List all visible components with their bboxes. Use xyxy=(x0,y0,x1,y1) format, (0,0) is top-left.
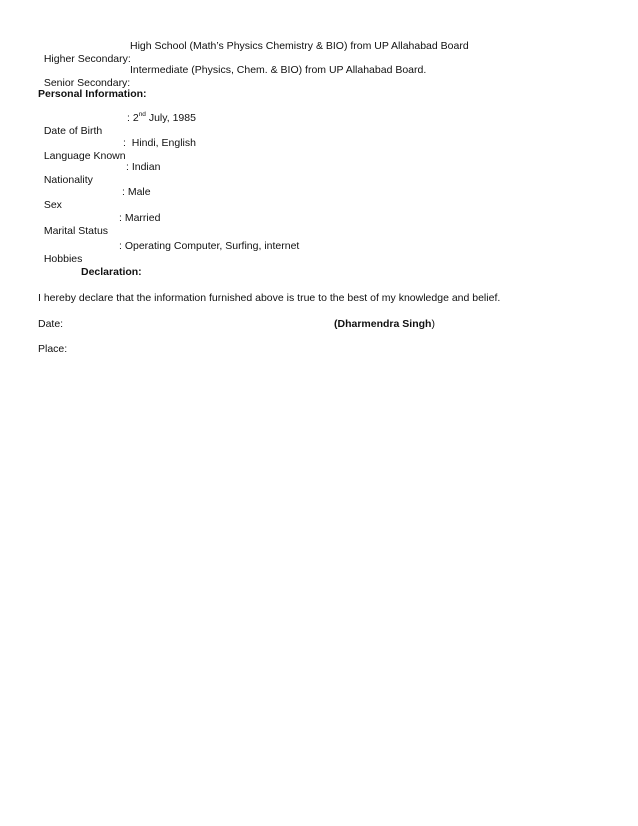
nationality-value: : Indian xyxy=(126,161,161,173)
sex-value: : Male xyxy=(122,186,151,198)
dob-value xyxy=(127,112,196,125)
date-label: Date: xyxy=(38,318,64,330)
declaration-heading: Declaration: xyxy=(81,266,142,278)
marital-value: : Married xyxy=(119,212,161,224)
place-label: Place: xyxy=(38,343,68,355)
senior-secondary-label: Senior Secondary: xyxy=(43,77,131,89)
language-value: : Hindi, English xyxy=(123,137,196,149)
marital-label: Marital Status xyxy=(43,225,109,237)
signature-name: Dharmendra Singh xyxy=(337,318,432,330)
declaration-text: I hereby declare that the information furnished above is true to the best of my knowledge and belief. xyxy=(38,292,501,304)
signature-open-paren: ( xyxy=(334,318,338,330)
signature-close-paren: ) xyxy=(431,318,435,330)
sex-label: Sex xyxy=(43,199,62,211)
higher-secondary-value: High School (Math’s Physics Chemistry & BIO) from UP Allahabad Board xyxy=(130,40,469,52)
signature xyxy=(334,318,435,331)
hobbies-value: : Operating Computer, Surfing, internet xyxy=(119,240,300,252)
personal-info-heading: Personal Information: xyxy=(38,88,147,100)
nationality-label: Nationality xyxy=(43,174,93,186)
dob-label: Date of Birth xyxy=(43,125,103,137)
language-label: Language Known xyxy=(43,150,126,162)
dob-prefix: : 2 xyxy=(127,112,139,124)
senior-secondary-value: Intermediate (Physics, Chem. & BIO) from UP Allahabad Board. xyxy=(130,64,427,76)
dob-superscript: nd xyxy=(138,110,146,118)
higher-secondary-label: Higher Secondary: xyxy=(43,53,131,65)
dob-suffix: July, 1985 xyxy=(145,112,196,124)
hobbies-label: Hobbies xyxy=(43,253,83,265)
